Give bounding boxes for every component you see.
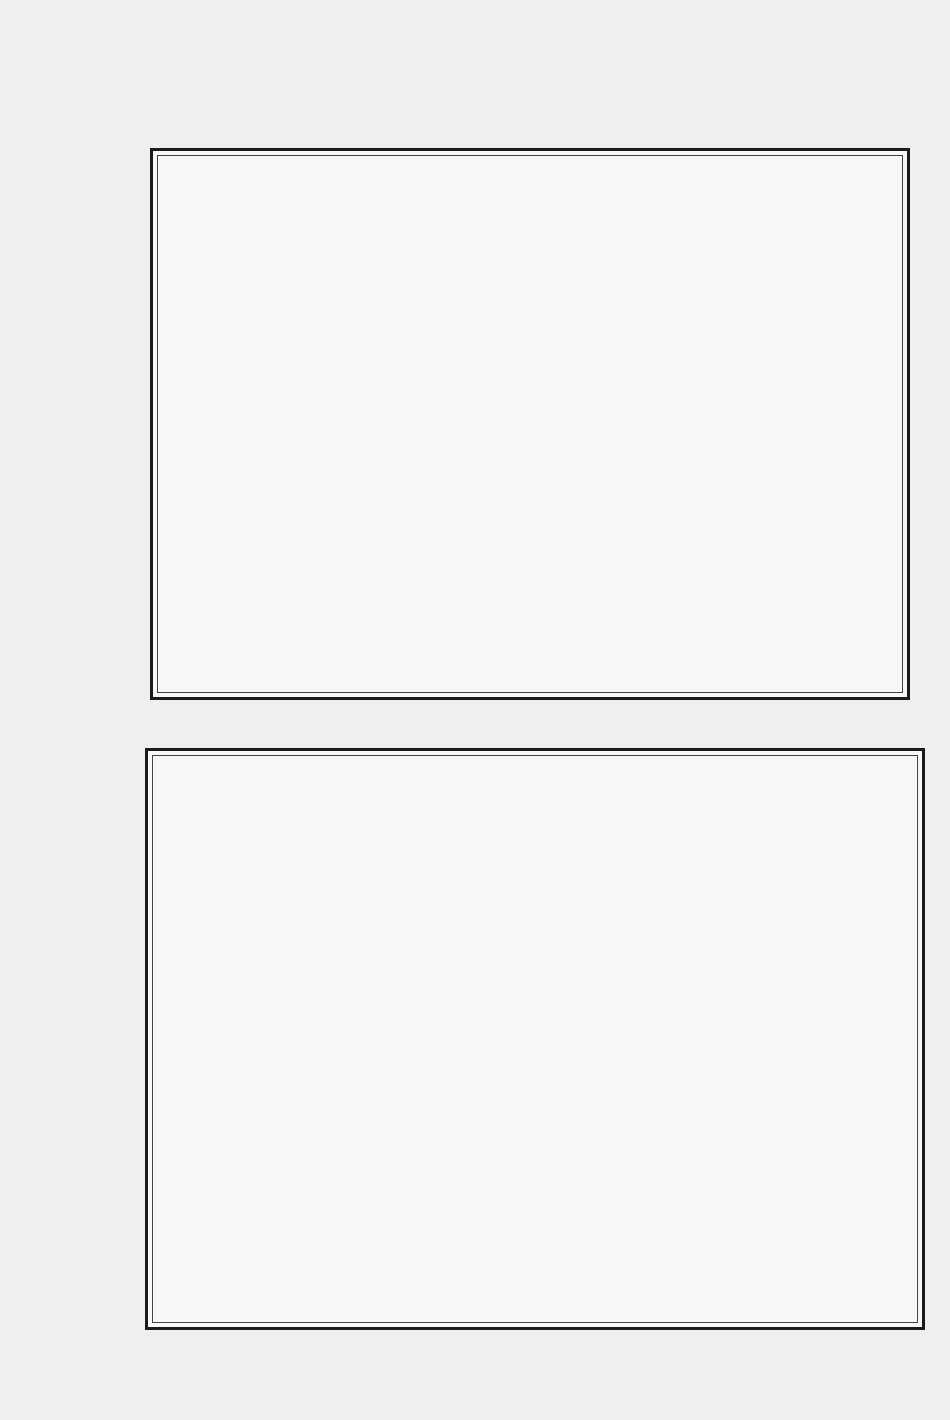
text-columns [156, 757, 914, 1321]
page-block-lower [145, 748, 925, 1330]
page-block-upper [150, 148, 910, 700]
text-columns [161, 157, 899, 691]
